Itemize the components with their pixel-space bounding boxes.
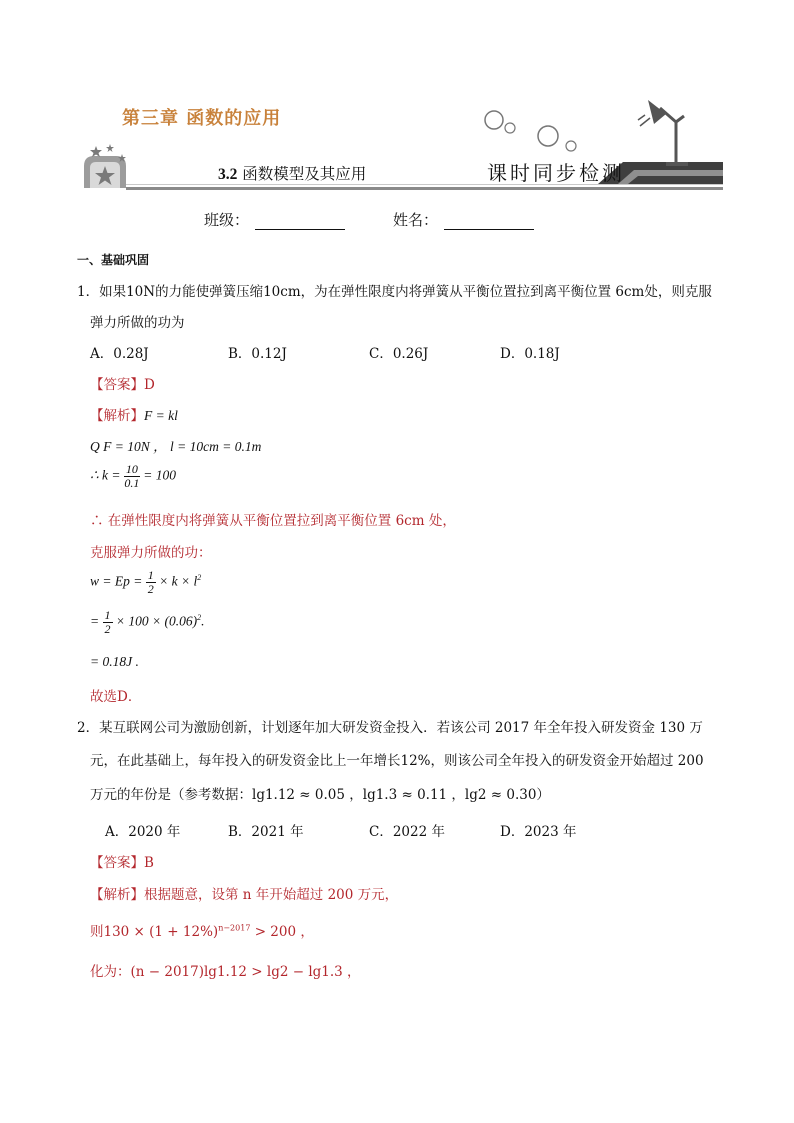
q1-step-4: ∴ 在弹性限度内将弹簧从平衡位置拉到离平衡位置 6cm 处， (90, 513, 456, 529)
q1-analysis (90, 404, 178, 424)
denominator: 2 (104, 622, 111, 636)
q2-line1: 2．某互联网公司为激励创新，计划逐年加大研发资金投入．若该公司 2017 年全年投入研发资金 130 万 (77, 720, 703, 736)
slogan: 课时同步检测 (487, 161, 625, 185)
q1-option-c: C．0.26J (369, 346, 429, 362)
bubble-icon (485, 111, 503, 129)
class-field[interactable] (204, 209, 345, 230)
q2-analysis (90, 883, 398, 903)
name-field[interactable] (393, 209, 534, 230)
step-text: × k × l (159, 573, 198, 589)
part-heading: 一、基础巩固 (77, 253, 150, 267)
q1-step-3 (90, 463, 176, 490)
section-name: 函数模型及其应用 (237, 165, 367, 183)
q2-option-a: A．2020 年 (105, 824, 181, 840)
numerator: 1 (147, 568, 154, 582)
name-label: 姓名： (393, 211, 439, 229)
fraction (103, 609, 113, 636)
fraction (124, 463, 140, 490)
q2-step-2 (90, 920, 314, 940)
answer-label: 【答案】 (90, 377, 144, 393)
step-text: > 200 ， (250, 924, 314, 940)
answer-value: D (144, 377, 155, 393)
exponent: 2 (197, 573, 202, 583)
analysis-label: 【解析】 (90, 887, 144, 903)
q1-line1: 1．如果10N的力能使弹簧压缩10cm，为在弹性限度内将弹簧从平衡位置拉到离平衡位置 6cm处，则克服 (77, 284, 712, 300)
numerator: 1 (104, 608, 111, 622)
q2-option-d: D．2023 年 (500, 824, 577, 840)
q1-step-8: = 0.18J . (90, 654, 139, 669)
desk-lamp-icon (660, 108, 684, 164)
q2-line2: 元，在此基础上，每年投入的研发资金比上一年增长12%，则该公司全年投入的研发资金开始超过 200 (90, 753, 704, 769)
analysis-label: 【解析】 (90, 408, 144, 424)
step-text: ∴ k = (90, 467, 121, 483)
q1-step-6 (90, 569, 201, 596)
class-blank[interactable] (255, 213, 345, 230)
denominator: 0.1 (124, 476, 140, 490)
q1-conclusion: 故选D． (90, 689, 142, 705)
exponent: n−2017 (218, 923, 251, 933)
medal-emblem-icon (84, 144, 126, 188)
step-text: = (90, 613, 100, 629)
step-text: 则130 × (1 + 12%) (90, 924, 219, 940)
name-blank[interactable] (444, 213, 534, 230)
q1-step-2: Q F = 10N ， l = 10cm = 0.1m (90, 439, 262, 454)
answer-label: 【答案】 (90, 855, 144, 871)
class-label: 班级： (204, 211, 250, 229)
numerator: 10 (125, 462, 138, 476)
exponent: 2 (197, 613, 202, 623)
q2-answer (90, 851, 154, 871)
q2-line3: 万元的年份是（参考数据：lg1.12 ≈ 0.05 ，lg1.3 ≈ 0.11 ，lg2 ≈ 0.30） (90, 787, 550, 803)
step-text: . (201, 613, 205, 629)
section-number: 3.2 (218, 166, 238, 183)
q1-answer (90, 373, 155, 393)
section-title (218, 162, 366, 184)
q1-option-b: B．0.12J (228, 346, 287, 362)
answer-value: B (144, 855, 154, 871)
q1-step-7 (90, 609, 204, 636)
formula: F = kl (144, 408, 178, 423)
step-text: w = Ep = (90, 573, 143, 589)
chapter-title: 第三章 函数的应用 (122, 108, 282, 129)
q1-step-5: 克服弹力所做的功： (90, 545, 212, 561)
fraction (146, 569, 156, 596)
step-text: × 100 × (0.06) (115, 613, 198, 629)
q1-option-d: D．0.18J (500, 346, 560, 362)
q1-option-a: A．0.28J (90, 346, 149, 362)
q2-option-c: C．2022 年 (369, 824, 445, 840)
denominator: 2 (147, 582, 154, 596)
q2-option-b: B．2021 年 (228, 824, 304, 840)
step-text: = 100 (143, 467, 176, 483)
q2-step-3: 化为：(n − 2017)lg1.12 > lg2 − lg1.3 ， (90, 964, 361, 980)
q1-line2: 弹力所做的功为 (90, 315, 185, 331)
analysis-text: 根据题意，设第 n 年开始超过 200 万元， (144, 887, 399, 903)
